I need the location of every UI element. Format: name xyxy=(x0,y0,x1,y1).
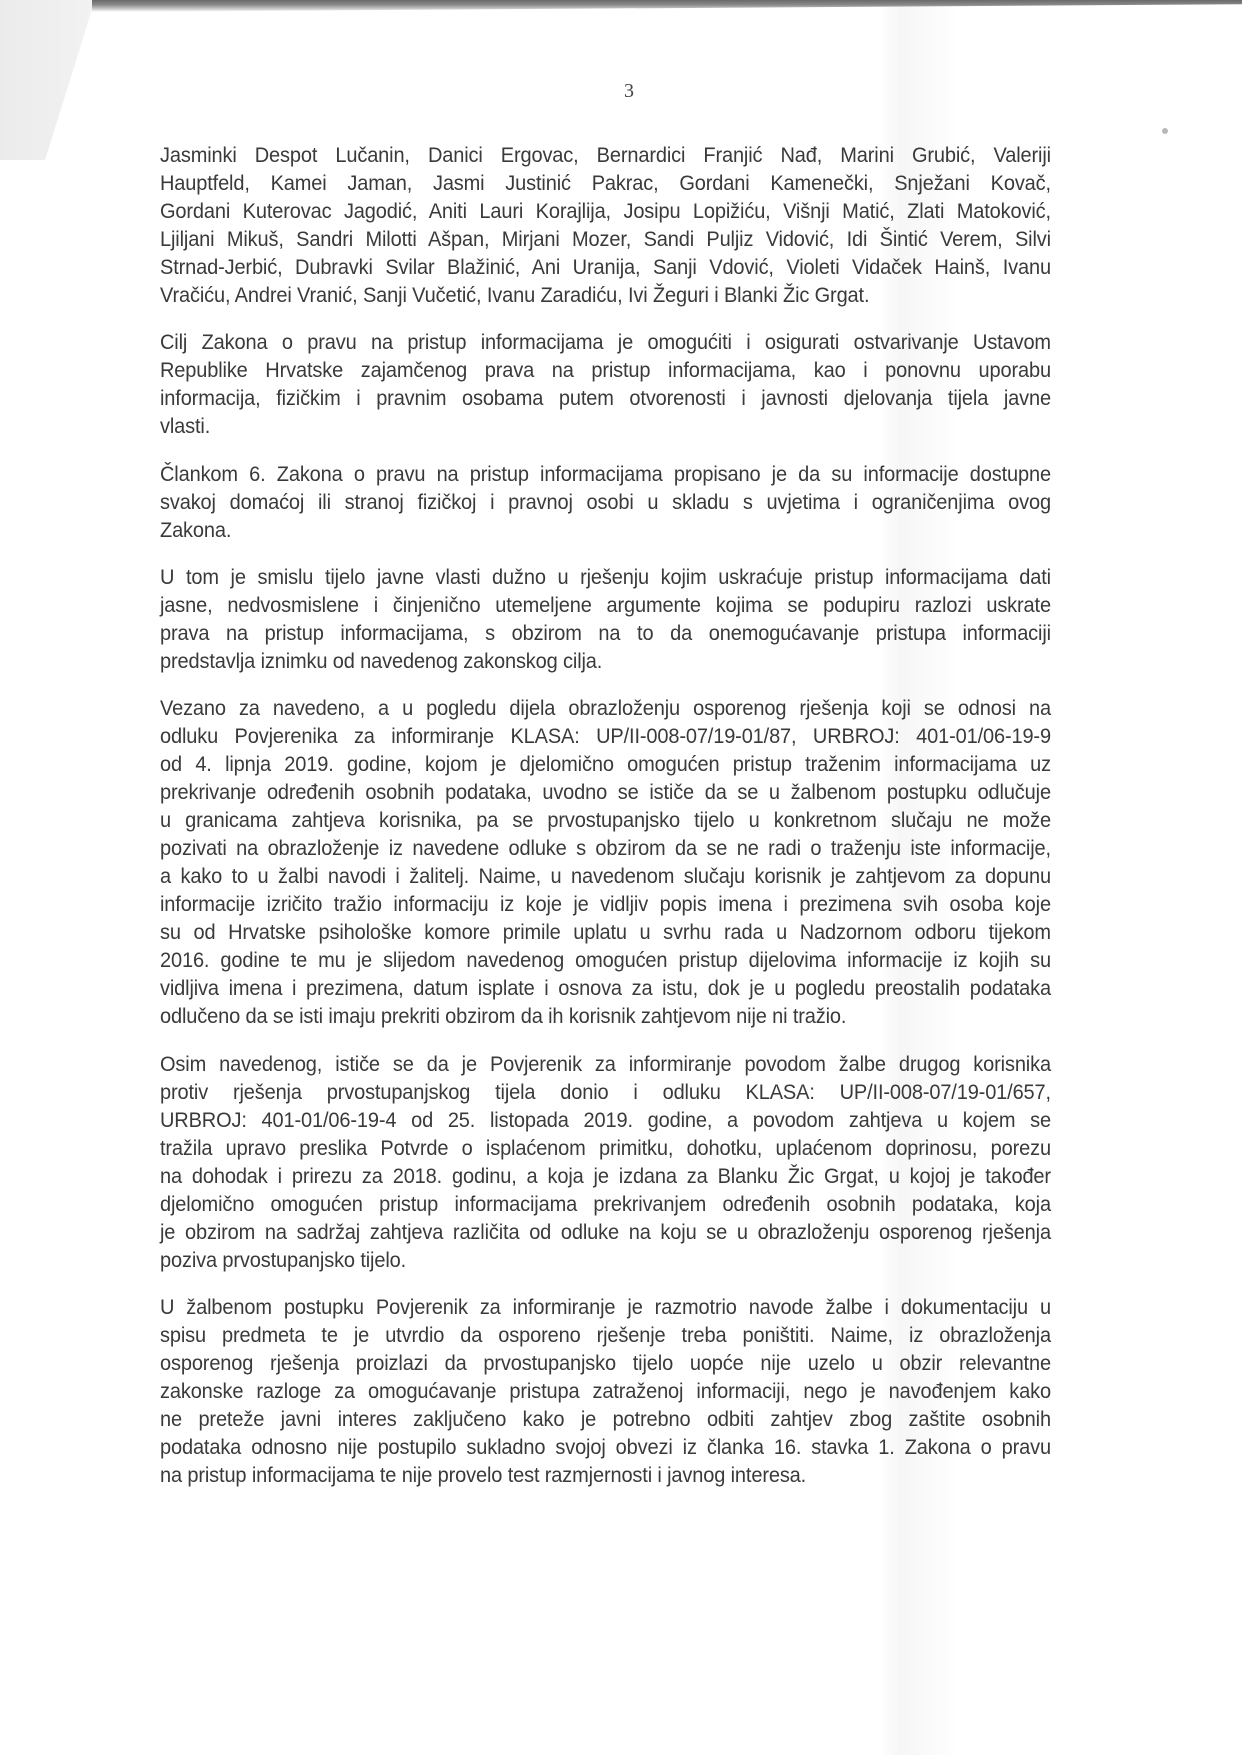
text-line: u granicama zahtjeva korisnika, pa se prvostupanjsko tijelo u konkretnom slučaju ne može xyxy=(160,808,1051,832)
text-line: prekrivanje određenih osobnih podataka, uvodno se ističe da se u žalbenom postupku odlučuje xyxy=(160,780,1051,804)
text-line: informacije izričito tražio informaciju iz koje je vidljiv popis imena i prezimena svih osoba koje xyxy=(160,892,1051,916)
page-number-text: 3 xyxy=(624,80,634,102)
text-line: Cilj Zakona o pravu na pristup informacijama je omogućiti i osigurati ostvarivanje Ustavom xyxy=(160,330,1051,354)
text-line: Jasminki Despot Lučanin, Danici Ergovac, Bernardici Franjić Nađ, Marini Grubić, Valeriji xyxy=(160,143,1051,167)
text-line: prava na pristup informacijama, s obzirom na to da onemogućavanje pristupa informaciji xyxy=(160,621,1051,645)
text-line: su od Hrvatske psihološke komore primile uplatu u svrhu rada u Nadzornom odboru tijekom xyxy=(160,920,1051,944)
text-line: spisu predmeta te je utvrdio da osporeno rješenje treba poništiti. Naime, iz obrazloženja xyxy=(160,1323,1051,1347)
text-line: podataka odnosno nije postupilo sukladno svojoj obvezi iz članka 16. stavka 1. Zakona o pravu xyxy=(160,1435,1051,1459)
text-line: URBROJ: 401-01/06-19-4 od 25. listopada 2019. godine, a povodom zahtjeva u kojem se xyxy=(160,1108,1051,1132)
text-line: poziva prvostupanjsko tijelo. xyxy=(160,1248,407,1272)
text-line: djelomično omogućen pristup informacijama prekrivanjem određenih osobnih podataka, koja xyxy=(160,1192,1051,1216)
text-line: odlučeno da se isti imaju prekriti obzirom da ih korisnik zahtjevom nije ni tražio. xyxy=(160,1004,847,1028)
text-line: Ljiljani Mikuš, Sandri Milotti Ašpan, Mirjani Mozer, Sandi Puljiz Vidović, Idi Šintić Verem, Silvi xyxy=(160,227,1051,251)
text-line: Zakona. xyxy=(160,518,232,542)
text-line: ne preteže javni interes zaključeno kako je potrebno odbiti zahtjev zbog zaštite osobnih xyxy=(160,1407,1051,1431)
text-line: Hauptfeld, Kamei Jaman, Jasmi Justinić Pakrac, Gordani Kamenečki, Snježani Kovač, xyxy=(160,171,1051,195)
text-line: od 4. lipnja 2019. godine, kojom je djelomično omogućen pristup traženim informacijama uz xyxy=(160,752,1051,776)
text-line: na dohodak i prirezu za 2018. godinu, a koja je izdana za Blanku Žic Grgat, u kojoj je također xyxy=(160,1164,1051,1188)
text-line: tražila upravo preslika Potvrde o isplaćenom primitku, dohotku, uplaćenom doprinosu, porezu xyxy=(160,1136,1051,1160)
text-line: osporenog rješenja proizlazi da prvostupanjsko tijelo uopće nije uzelo u obzir relevantne xyxy=(160,1351,1051,1375)
text-line: U žalbenom postupku Povjerenik za informiranje je razmotrio navode žalbe i dokumentaciju u xyxy=(160,1295,1051,1319)
text-line: protiv rješenja prvostupanjskog tijela donio i odluku KLASA: UP/II-008-07/19-01/657, xyxy=(160,1080,1051,1104)
text-line: Osim navedenog, ističe se da je Povjerenik za informiranje povodom žalbe drugog korisnika xyxy=(160,1052,1051,1076)
scan-speck xyxy=(1162,128,1168,134)
text-line: zakonske razloge za omogućavanje pristupa zatraženoj informaciji, nego je navođenjem kako xyxy=(160,1379,1051,1403)
text-line: Strnad-Jerbić, Dubravki Svilar Blažinić, Ani Uranija, Sanji Vdović, Violeti Vidaček Hainš, Ivanu xyxy=(160,255,1051,279)
text-line: Gordani Kuterovac Jagodić, Aniti Lauri Korajlija, Josipu Lopižiću, Višnji Matić, Zlati Matoković, xyxy=(160,199,1051,223)
text-line: Republike Hrvatske zajamčenog prava na pristup informacijama, kao i ponovnu uporabu xyxy=(160,358,1051,382)
text-line: predstavlja iznimku od navedenog zakonskog cilja. xyxy=(160,649,603,673)
text-line: je obzirom na sadržaj zahtjeva različita od odluke na koju se u obrazloženju osporenog rješenja xyxy=(160,1220,1051,1244)
text-line: a kako to u žalbi navodi i žalitelj. Naime, u navedenom slučaju korisnik je zahtjevom za dopunu xyxy=(160,864,1051,888)
text-line: jasne, nedvosmislene i činjenično utemeljene argumente kojima se podupiru razlozi uskrate xyxy=(160,593,1051,617)
text-line: svakoj domaćoj ili stranoj fizičkoj i pravnoj osobi u skladu s uvjetima i ograničenjima ovog xyxy=(160,490,1051,514)
text-line: Vračiću, Andrei Vranić, Sanji Vučetić, Ivanu Zaradiću, Ivi Žeguri i Blanki Žic Grgat. xyxy=(160,283,870,307)
text-line: odluku Povjerenika za informiranje KLASA: UP/II-008-07/19-01/87, URBROJ: 401-01/06-19-9 xyxy=(160,724,1051,748)
text-line: vlasti. xyxy=(160,414,211,438)
text-line: U tom je smislu tijelo javne vlasti dužno u rješenju kojim uskraćuje pristup informacijama dati xyxy=(160,565,1051,589)
page-number xyxy=(0,80,1242,103)
text-line: pozivati na obrazloženje iz navedene odluke s obzirom da se ne radi o traženju iste informacije, xyxy=(160,836,1051,860)
text-line: 2016. godine te mu je slijedom navedenog omogućen pristup dijelovima informacije iz kojih su xyxy=(160,948,1051,972)
text-line: na pristup informacijama te nije provelo test razmjernosti i javnog interesa. xyxy=(160,1463,807,1487)
text-line: Vezano za navedeno, a u pogledu dijela obrazloženju osporenog rješenja koji se odnosi na xyxy=(160,696,1051,720)
text-line: Člankom 6. Zakona o pravu na pristup informacijama propisano je da su informacije dostupne xyxy=(160,462,1051,486)
text-line: vidljiva imena i prezimena, datum isplate i osnova za istu, dok je u pogledu preostalih podataka xyxy=(160,976,1051,1000)
text-line: informacija, fizičkim i pravnim osobama putem otvorenosti i javnosti djelovanja tijela javne xyxy=(160,386,1051,410)
